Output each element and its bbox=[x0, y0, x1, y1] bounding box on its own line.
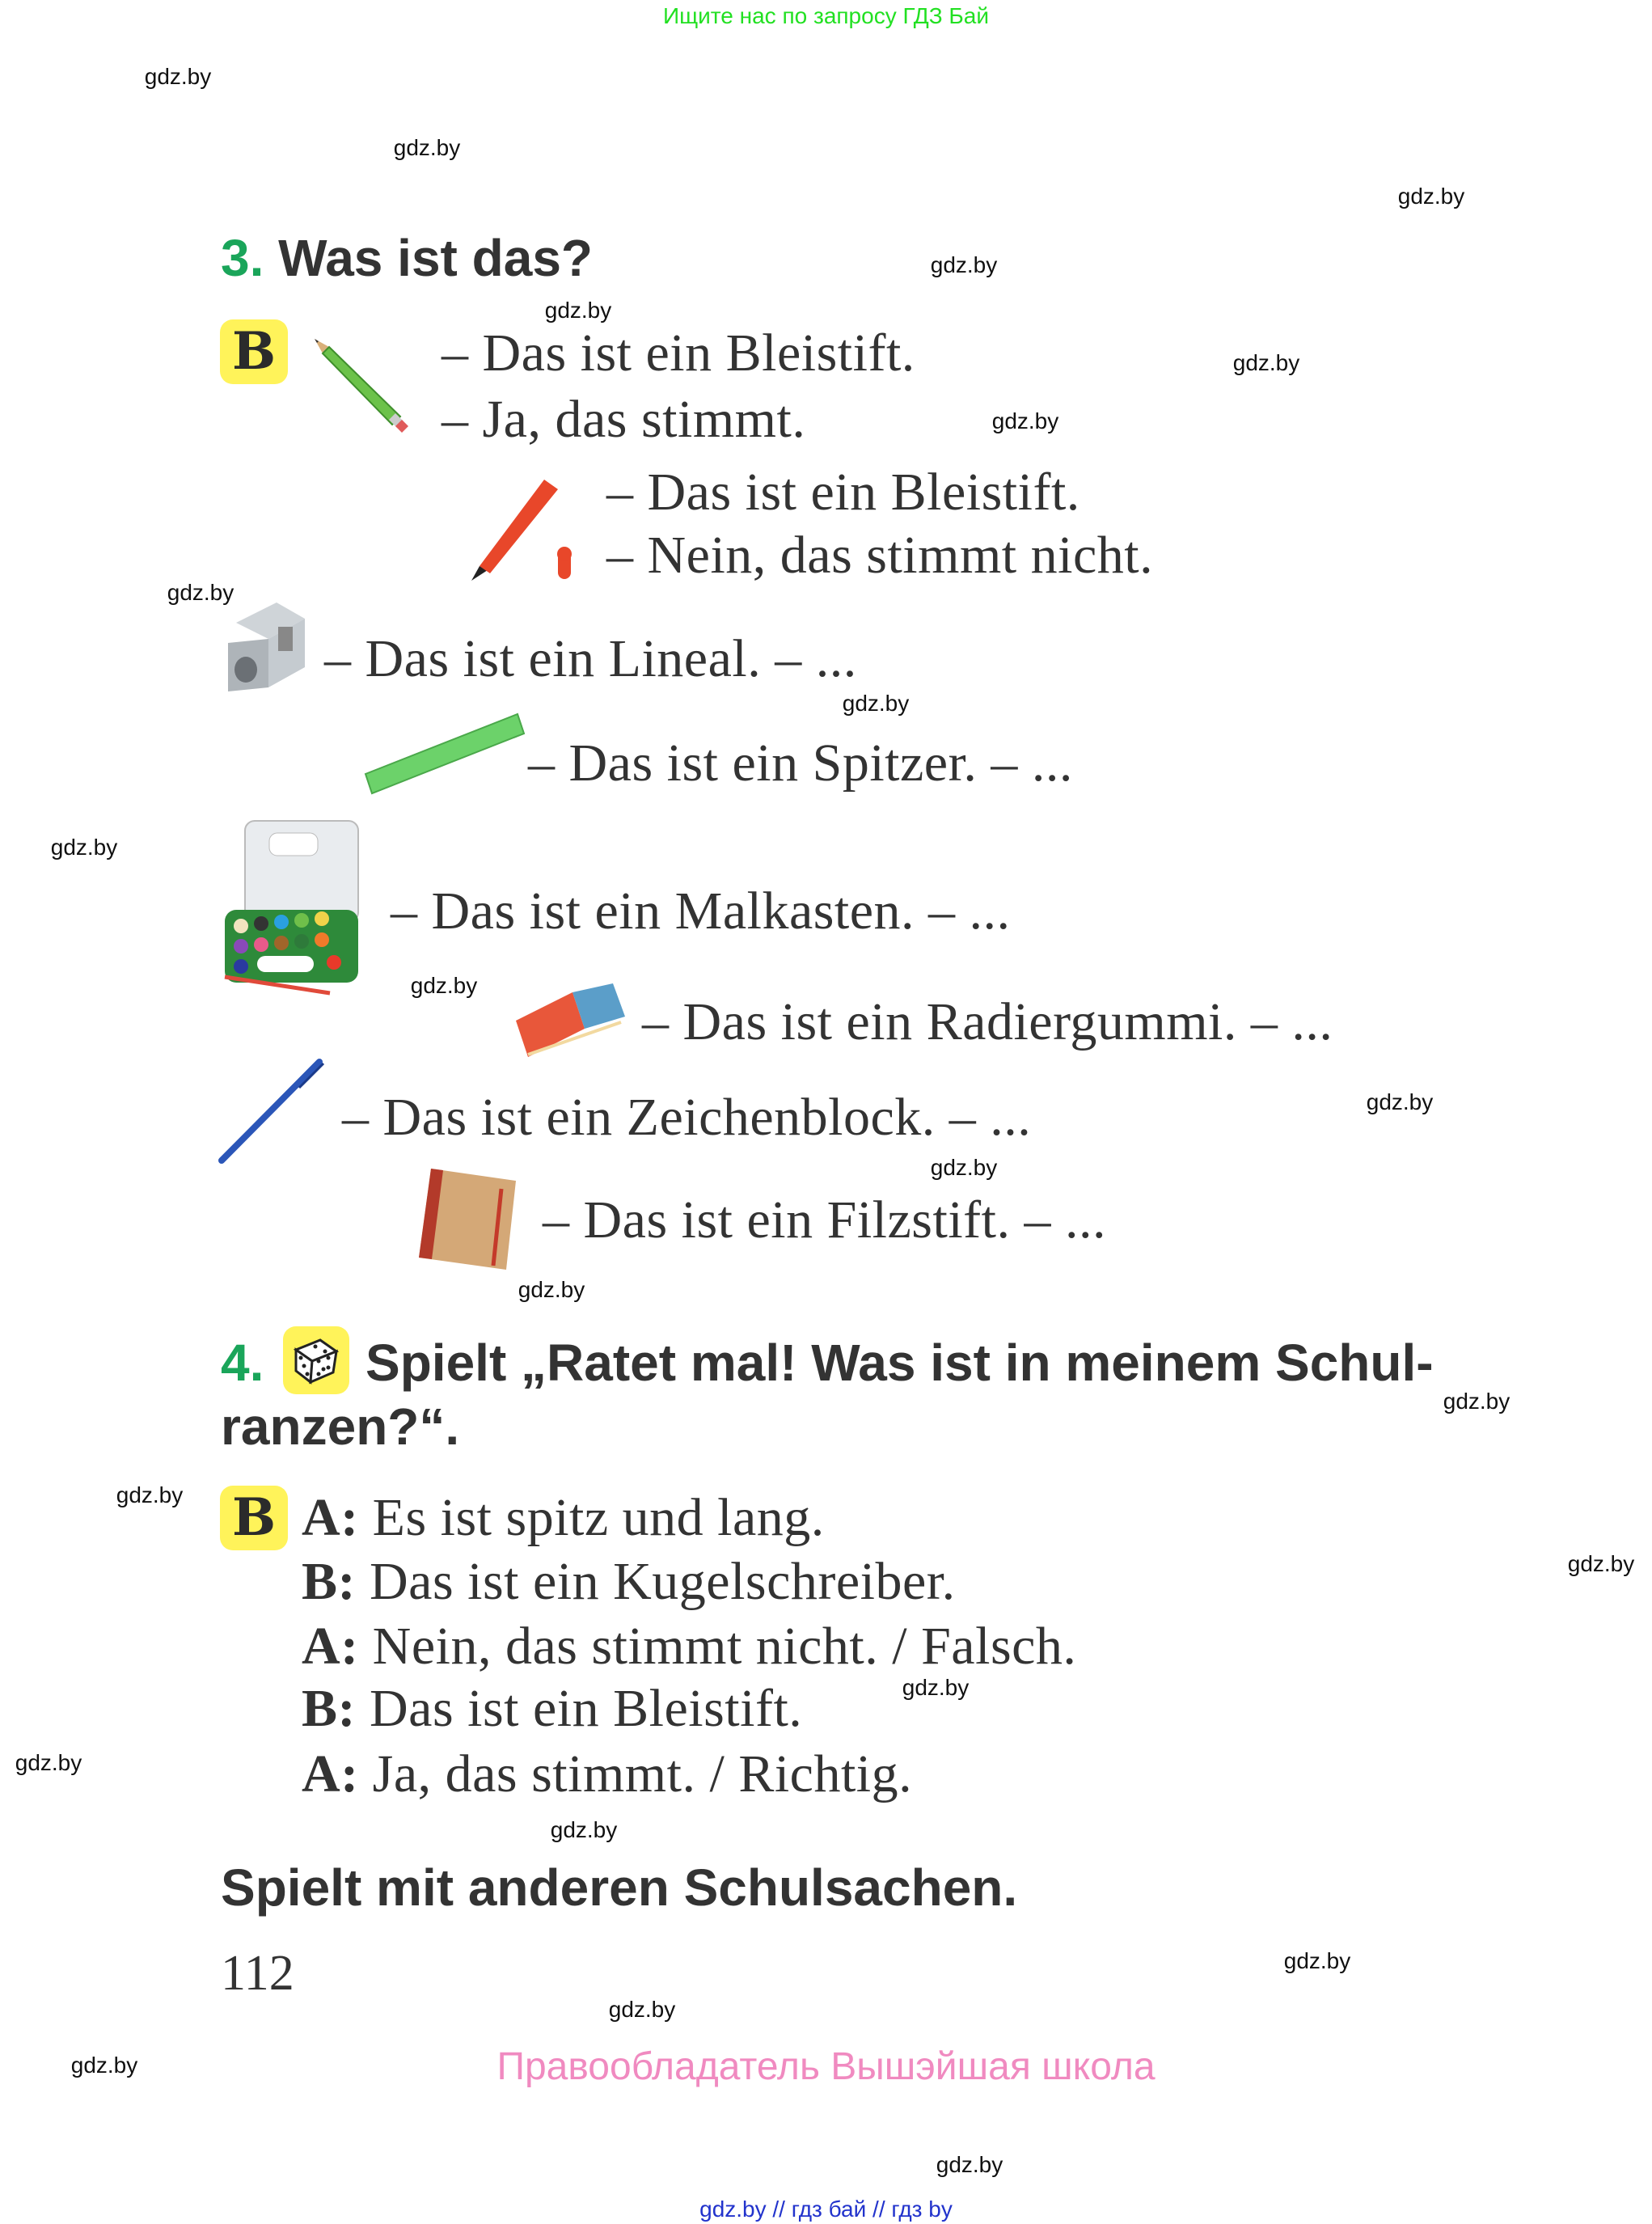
game-badge bbox=[283, 1326, 349, 1394]
exercise-3-heading bbox=[221, 228, 593, 288]
pencil-icon bbox=[311, 336, 412, 437]
sharpener-icon bbox=[220, 598, 309, 696]
dialog-line: – Nein, das stimmt nicht. bbox=[606, 526, 1154, 585]
speaking-badge bbox=[220, 1486, 288, 1550]
watermark: gdz.by bbox=[930, 1155, 998, 1180]
watermark: gdz.by bbox=[608, 1997, 676, 2022]
exercise-4-heading bbox=[221, 1333, 264, 1393]
utterance: Ja, das stimmt. / Richtig. bbox=[358, 1744, 913, 1803]
watermark: gdz.by bbox=[902, 1675, 970, 1700]
watermark: gdz.by bbox=[936, 2152, 1003, 2177]
watermark: gdz.by bbox=[1567, 1551, 1635, 1576]
speaking-badge bbox=[220, 319, 288, 384]
paintbox-icon bbox=[221, 817, 370, 999]
dialog-line bbox=[302, 1551, 956, 1613]
page-number: 112 bbox=[221, 1946, 294, 2001]
dialog-line: – Das ist ein Filzstift. – ... bbox=[543, 1190, 1106, 1249]
utterance: Es ist spitz und lang. bbox=[358, 1488, 825, 1547]
speaker: A: bbox=[302, 1488, 359, 1547]
watermark: gdz.by bbox=[518, 1277, 585, 1302]
watermark: gdz.by bbox=[144, 64, 212, 89]
watermark: gdz.by bbox=[167, 580, 234, 605]
copyright-notice: Правообладатель Вышэйшая школа bbox=[496, 2045, 1156, 2088]
utterance: Das ist ein Bleistift. bbox=[356, 1679, 803, 1738]
dialog-line: – Das ist ein Zeichenblock. – ... bbox=[342, 1088, 1032, 1147]
watermark: gdz.by bbox=[1232, 350, 1300, 375]
dialog-line bbox=[302, 1487, 825, 1549]
search-banner: Ищите нас по запросу ГДЗ Бай bbox=[662, 3, 990, 28]
dialog-line: – Das ist ein Bleistift. bbox=[442, 323, 915, 383]
watermark: gdz.by bbox=[930, 252, 998, 277]
watermark: gdz.by bbox=[70, 2053, 138, 2078]
dice-icon bbox=[291, 1335, 341, 1385]
utterance: Nein, das stimmt nicht. / Falsch. bbox=[358, 1617, 1077, 1676]
dialog-line: – Das ist ein Bleistift. bbox=[606, 463, 1080, 522]
speaker: B: bbox=[302, 1552, 356, 1611]
watermark: gdz.by bbox=[116, 1482, 184, 1507]
dialog-line: – Das ist ein Malkasten. – ... bbox=[391, 882, 1011, 941]
badge-letter: B bbox=[231, 1487, 277, 1548]
watermark: gdz.by bbox=[1366, 1089, 1434, 1114]
watermark: gdz.by bbox=[544, 298, 612, 323]
watermark: gdz.by bbox=[15, 1750, 82, 1775]
dialog-line: – Das ist ein Lineal. – ... bbox=[324, 629, 857, 688]
exercise-number: 3. bbox=[221, 229, 264, 287]
marker-icon bbox=[467, 473, 585, 586]
pen-icon bbox=[218, 1055, 327, 1165]
dialog-line: – Das ist ein Spitzer. – ... bbox=[528, 734, 1073, 793]
exercise-4-title-line2: ranzen?“. bbox=[221, 1397, 460, 1456]
dialog-line bbox=[302, 1616, 1076, 1677]
footer-links[interactable]: gdz.by // гдз бай // гдз by bbox=[699, 2197, 953, 2222]
dialog-line bbox=[302, 1744, 912, 1805]
watermark: gdz.by bbox=[1283, 1948, 1351, 1973]
watermark: gdz.by bbox=[842, 691, 910, 716]
watermark: gdz.by bbox=[50, 835, 118, 860]
dialog-line bbox=[302, 1678, 802, 1740]
ruler-icon bbox=[364, 708, 526, 797]
exercise-title: Was ist das? bbox=[278, 229, 593, 287]
watermark: gdz.by bbox=[550, 1817, 618, 1842]
speaker: A: bbox=[302, 1744, 359, 1803]
follow-up-task: Spielt mit anderen Schulsachen. bbox=[221, 1858, 1018, 1917]
watermark: gdz.by bbox=[1443, 1389, 1510, 1414]
utterance: Das ist ein Kugelschreiber. bbox=[356, 1552, 956, 1611]
exercise-number: 4. bbox=[221, 1334, 264, 1392]
watermark: gdz.by bbox=[393, 135, 461, 160]
dialog-line: – Ja, das stimmt. bbox=[442, 390, 806, 449]
watermark: gdz.by bbox=[1397, 184, 1465, 209]
watermark: gdz.by bbox=[991, 408, 1059, 433]
badge-letter: B bbox=[231, 321, 277, 382]
eraser-icon bbox=[508, 980, 629, 1061]
speaker: B: bbox=[302, 1679, 356, 1738]
notebook-icon bbox=[411, 1165, 524, 1274]
dialog-line: – Das ist ein Radiergummi. – ... bbox=[642, 992, 1333, 1051]
speaker: A: bbox=[302, 1617, 359, 1676]
watermark: gdz.by bbox=[410, 973, 478, 998]
exercise-4-title-line1: Spielt „Ratet mal! Was ist in meinem Schul- bbox=[365, 1334, 1434, 1392]
